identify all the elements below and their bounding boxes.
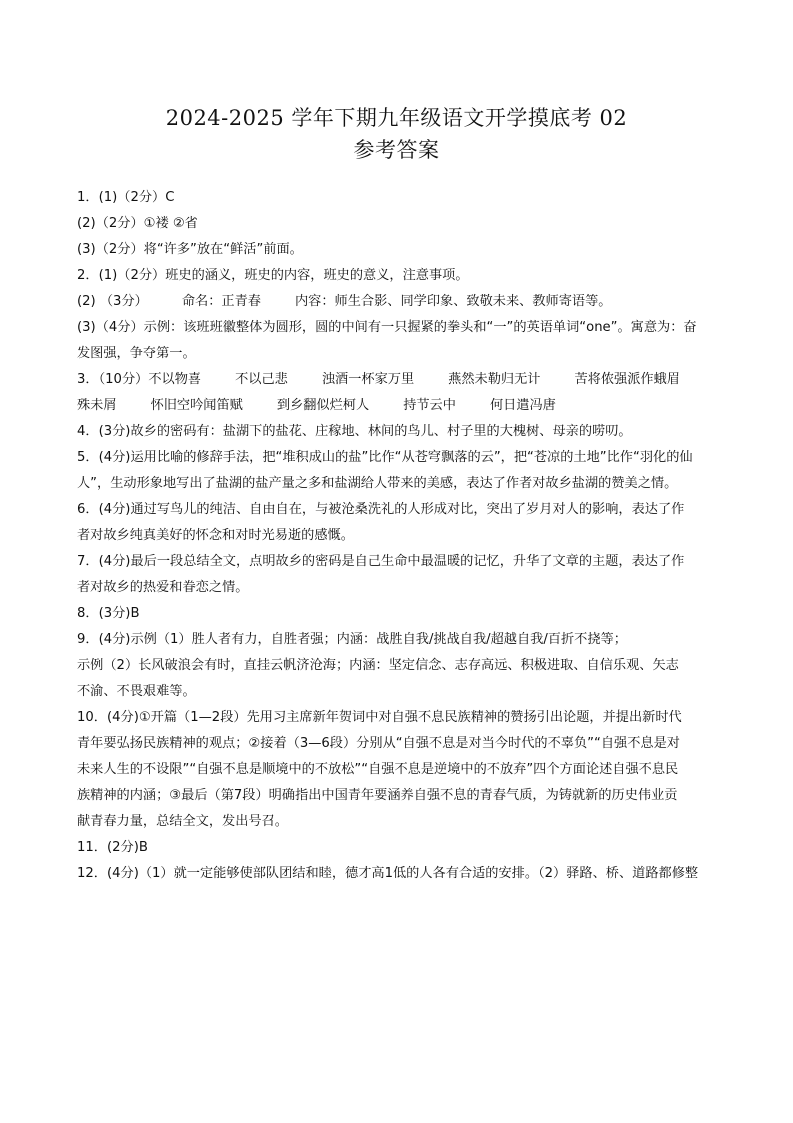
answer-q11: 11．(2分)B (77, 840, 148, 855)
answer-q3-item: 殊未屑 (77, 398, 117, 413)
document-subtitle: 参考答案 (353, 138, 440, 162)
answer-q2-1: 2．(1)（2分）班史的涵义，班史的内容，班史的意义，注意事项。 (77, 268, 469, 283)
answer-q3-line2 (77, 393, 739, 419)
answer-q2-3-line2: 发图强，争夺第一。 (77, 346, 196, 361)
answer-q10-line2: 青年要弘扬民族精神的观点；②接着（3—6段）分别从“自强不息是对当今时代的不辜负”“自强不息是对 (77, 736, 680, 751)
answer-q8: 8．(3分)B (77, 606, 140, 621)
answer-q2-2-content: 内容：师生合影、同学印象、致敬未来、教师寄语等。 (294, 294, 612, 309)
answer-q1-3: (3)（2分）将“许多”放在“鲜活”前面。 (77, 242, 303, 257)
answer-q3-line1 (77, 367, 739, 393)
answer-q2-2-head: (2) （3分） (77, 294, 148, 309)
answer-q7-line2: 者对故乡的热爱和眷恋之情。 (77, 580, 249, 595)
answer-q10-line1: 10．(4分)①开篇（1—2段）先用习主席新年贺词中对自强不息民族精神的赞扬引出论题，并提出新时代 (77, 710, 682, 725)
answer-q3-item: 持节云中 (403, 398, 456, 413)
answer-q5-line2: 人”，生动形象地写出了盐湖的盐产量之多和盐湖给人带来的美感，表达了作者对故乡盐湖的赞美之情。 (77, 476, 678, 491)
answer-q10-line4: 族精神的内涵；③最后（第7段）明确指出中国青年要涵养自强不息的青春气质，为铸就新的历史伟业贡 (77, 788, 678, 803)
answer-q9-line3: 不渝、不畏艰难等。 (77, 684, 196, 699)
answer-q3-item: 3．（10分）不以物喜 (77, 372, 202, 387)
answer-q12-line1: 12．(4分)（1）就一定能够使部队团结和睦，德才高1低的人各有合适的安排。（2）驿路、桥、道路都修整 (77, 866, 699, 881)
answer-q3-item: 浊酒一杯家万里 (321, 372, 415, 387)
document-title: 2024-2025 学年下期九年级语文开学摸底考 02 (165, 106, 628, 130)
answer-list (77, 185, 739, 887)
answer-q2-2 (77, 289, 739, 315)
answer-q3-item: 何日遣冯唐 (489, 398, 556, 413)
answer-q3-item: 燕然未勒归无计 (448, 372, 541, 387)
answer-q5-line1: 5．(4分)运用比喻的修辞手法，把“堆积成山的盐”比作“从苍穹飘落的云”，把“苍凉的土地”比作“羽化的仙 (77, 450, 693, 465)
answer-q3-item: 苦将侬强派作蛾眉 (574, 372, 680, 387)
answer-q10-line5: 献青春力量，总结全文，发出号召。 (77, 814, 288, 829)
answer-q3-item: 怀旧空吟闻笛赋 (150, 398, 243, 413)
answer-q3-item: 不以己悲 (235, 372, 288, 387)
answer-q9-line2: 示例（2）长风破浪会有时，直挂云帆济沧海；内涵：坚定信念、志存高远、积极进取、自信乐观、矢志 (77, 658, 679, 673)
answer-q9-line1: 9．(4分)示例（1）胜人者有力，自胜者强；内涵：战胜自我/挑战自我/超越自我/百折不挠等； (77, 632, 627, 647)
answer-q6-line2: 者对故乡纯真美好的怀念和对时光易逝的感慨。 (77, 528, 354, 543)
answer-q1-1: 1．(1)（2分）C (77, 190, 175, 205)
answer-q10-line3: 未来人生的不设限”“自强不息是顺境中的不放松”“自强不息是逆境中的不放弃”四个方面论述自强不息民 (77, 762, 679, 777)
answer-q2-3-line1: (3)（4分）示例：该班班徽整体为圆形，圆的中间有一只握紧的拳头和“一”的英语单词“one”。寓意为：奋 (77, 320, 697, 335)
answer-q1-2: (2)（2分）①褛 ②省 (77, 216, 198, 231)
answer-q7-line1: 7．(4分)最后一段总结全文，点明故乡的密码是自己生命中最温暖的记忆，升华了文章的主题，表达了作 (77, 554, 685, 569)
answer-q3-item: 到乡翻似烂柯人 (276, 398, 370, 413)
answer-q6-line1: 6．(4分)通过写鸟儿的纯洁、自由自在，与被沧桑洗礼的人形成对比，突出了岁月对人的影响，表达了作 (77, 502, 685, 517)
answer-q2-2-name: 命名：正青春 (181, 294, 261, 309)
answer-q4: 4．(3分)故乡的密码有：盐湖下的盐花、庄稼地、林间的鸟儿、村子里的大槐树、母亲的唠叨。 (77, 424, 632, 439)
document-header (0, 102, 793, 166)
